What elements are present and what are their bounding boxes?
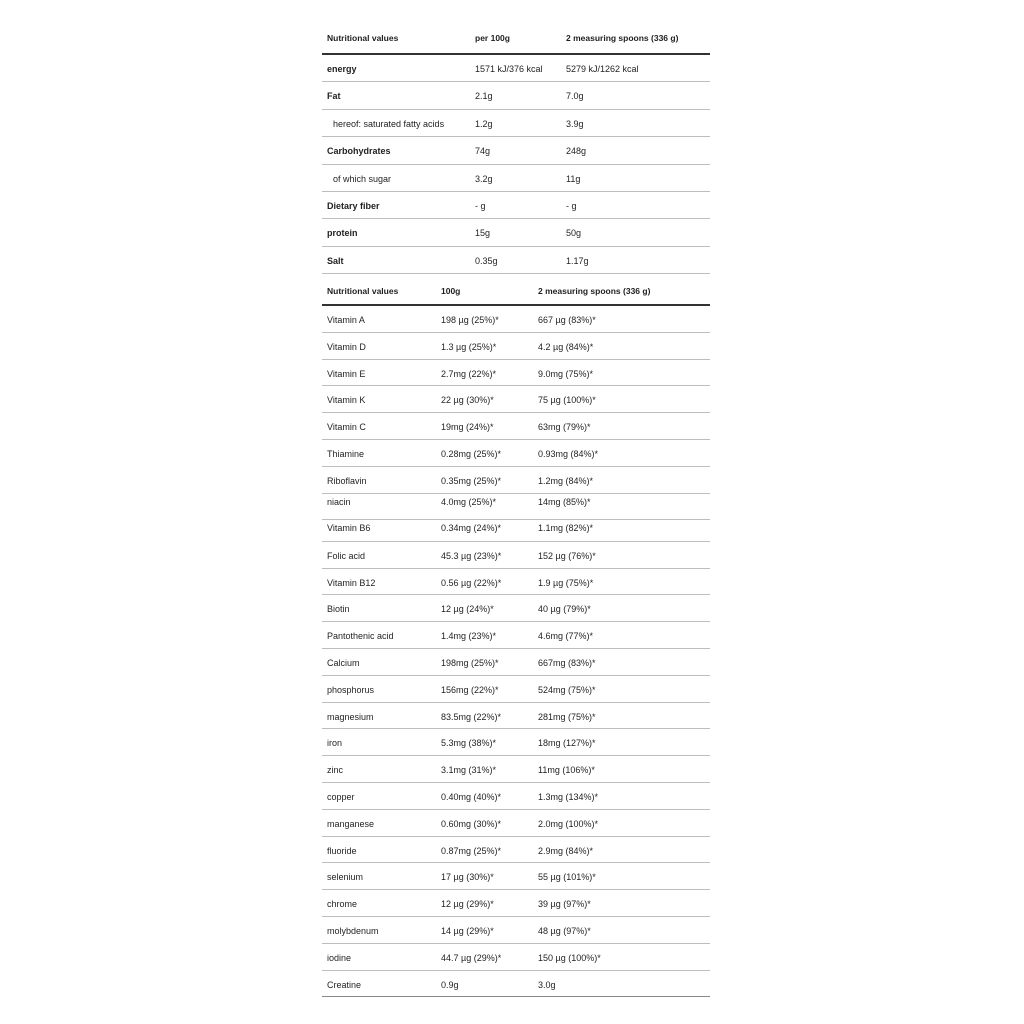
- header-per-100g: 100g: [441, 286, 461, 296]
- nutrient-name: Vitamin B6: [327, 523, 371, 534]
- nutrient-name: Dietary fiber: [327, 200, 380, 211]
- table-row: [322, 810, 710, 837]
- value-per-100g: 22 µg (30%)*: [441, 395, 494, 406]
- nutrient-name: selenium: [327, 872, 364, 883]
- table-row: [322, 917, 710, 944]
- value-per-serving: 9.0mg (75%)*: [538, 368, 594, 379]
- value-per-100g: 0.40mg (40%)*: [441, 792, 502, 803]
- table-row: [322, 192, 710, 219]
- nutrient-name: magnesium: [327, 711, 374, 722]
- value-per-serving: 1.2mg (84%)*: [538, 475, 594, 486]
- table-row: [322, 649, 710, 676]
- value-per-serving: 55 µg (101%)*: [538, 872, 596, 883]
- value-per-serving: 4.2 µg (84%)*: [538, 341, 594, 352]
- nutrient-name: copper: [327, 792, 355, 803]
- nutrient-name: Folic acid: [327, 550, 366, 561]
- value-per-100g: 15g: [475, 228, 491, 239]
- table-row: [322, 520, 710, 542]
- table-row: [322, 837, 710, 864]
- header-serving: 2 measuring spoons (336 g): [566, 33, 679, 43]
- table-row: [322, 890, 710, 917]
- table-header: [322, 26, 710, 55]
- value-per-serving: 150 µg (100%)*: [538, 952, 601, 963]
- value-per-100g: 1.4mg (23%)*: [441, 631, 497, 642]
- nutrient-name: energy: [327, 64, 357, 74]
- value-per-100g: 198mg (25%)*: [441, 658, 499, 669]
- table-row: [322, 110, 710, 137]
- value-per-serving: 248g: [566, 146, 587, 157]
- value-per-100g: 0.34mg (24%)*: [441, 523, 502, 534]
- value-per-serving: 50g: [566, 228, 582, 239]
- value-per-serving: 3.9g: [566, 118, 584, 129]
- value-per-serving: - g: [566, 200, 577, 211]
- value-per-100g: 12 µg (24%)*: [441, 604, 494, 615]
- nutrient-name: Riboflavin: [327, 475, 367, 486]
- nutrient-name: hereof: saturated fatty acids: [333, 118, 445, 129]
- value-per-100g: 0.35mg (25%)*: [441, 475, 502, 486]
- value-per-100g: 83.5mg (22%)*: [441, 711, 502, 722]
- nutrient-name: Vitamin B12: [327, 577, 376, 588]
- value-per-serving: 2.0mg (100%)*: [538, 818, 599, 829]
- nutrient-name: Vitamin A: [327, 315, 365, 325]
- table-row: [322, 729, 710, 756]
- value-per-serving: 48 µg (97%)*: [538, 926, 591, 937]
- value-per-serving: 18mg (127%)*: [538, 738, 596, 749]
- value-per-100g: 2.7mg (22%)*: [441, 368, 497, 379]
- table-row: [322, 863, 710, 890]
- value-per-serving: 11mg (106%)*: [538, 765, 595, 776]
- value-per-serving: 1.9 µg (75%)*: [538, 577, 594, 588]
- value-per-100g: 45.3 µg (23%)*: [441, 550, 502, 561]
- table-row: [322, 306, 710, 333]
- value-per-serving: 524mg (75%)*: [538, 684, 596, 695]
- value-per-100g: 14 µg (29%)*: [441, 926, 494, 937]
- value-per-serving: 4.6mg (77%)*: [538, 631, 594, 642]
- table-row: [322, 165, 710, 192]
- table-row: [322, 703, 710, 730]
- nutrient-name: Creatine: [327, 979, 362, 990]
- macronutrient-rows: [322, 55, 710, 274]
- table-row: [322, 622, 710, 649]
- nutrient-name: fluoride: [327, 845, 357, 856]
- header-serving: 2 measuring spoons (336 g): [538, 286, 651, 296]
- macronutrient-table: [322, 26, 710, 274]
- table-row: [322, 82, 710, 109]
- value-per-serving: 3.0g: [538, 979, 556, 990]
- table-row: [322, 756, 710, 783]
- table-row: [322, 676, 710, 703]
- value-per-100g: 3.2g: [475, 173, 493, 184]
- value-per-serving: 1.1mg (82%)*: [538, 523, 594, 534]
- value-per-100g: 5.3mg (38%)*: [441, 738, 497, 749]
- value-per-100g: 12 µg (29%)*: [441, 899, 494, 910]
- micronutrient-rows: [322, 306, 710, 997]
- table-row: [322, 247, 710, 274]
- table-row: [322, 944, 710, 971]
- value-per-100g: 0.60mg (30%)*: [441, 818, 502, 829]
- table-row: [322, 494, 710, 521]
- value-per-100g: 1.3 µg (25%)*: [441, 341, 497, 352]
- value-per-serving: 75 µg (100%)*: [538, 395, 596, 406]
- value-per-serving: 281mg (75%)*: [538, 711, 596, 722]
- value-per-100g: 156mg (22%)*: [441, 684, 499, 695]
- value-per-100g: 2.1g: [475, 91, 493, 102]
- nutrient-name: Biotin: [327, 604, 350, 615]
- value-per-serving: 11g: [566, 173, 581, 184]
- value-per-100g: 0.9g: [441, 979, 459, 990]
- table-row: [322, 55, 710, 82]
- nutrient-name: zinc: [327, 765, 344, 776]
- value-per-100g: 0.56 µg (22%)*: [441, 577, 502, 588]
- nutrient-name: Vitamin D: [327, 341, 366, 352]
- table-row: [322, 542, 710, 569]
- nutrient-name: iron: [327, 738, 343, 749]
- value-per-serving: 0.93mg (84%)*: [538, 448, 599, 459]
- value-per-100g: 198 µg (25%)*: [441, 315, 499, 325]
- value-per-100g: 4.0mg (25%)*: [441, 496, 497, 507]
- value-per-100g: 0.28mg (25%)*: [441, 448, 502, 459]
- table-header: [322, 280, 710, 306]
- value-per-serving: 5279 kJ/1262 kcal: [566, 64, 639, 74]
- nutrient-name: molybdenum: [327, 926, 379, 937]
- nutrient-name: Thiamine: [327, 448, 365, 459]
- value-per-100g: 0.35g: [475, 255, 498, 266]
- value-per-serving: 7.0g: [566, 91, 584, 102]
- table-row: [322, 413, 710, 440]
- nutrient-name: Salt: [327, 255, 344, 266]
- value-per-serving: 152 µg (76%)*: [538, 550, 596, 561]
- table-row: [322, 219, 710, 246]
- table-row: [322, 440, 710, 467]
- table-row: [322, 595, 710, 622]
- nutrient-name: manganese: [327, 818, 375, 829]
- table-row: [322, 783, 710, 810]
- nutrient-name: of which sugar: [333, 173, 392, 184]
- value-per-100g: 3.1mg (31%)*: [441, 765, 497, 776]
- micronutrient-table: [322, 280, 710, 997]
- value-per-100g: 1.2g: [475, 118, 493, 129]
- nutrient-name: iodine: [327, 952, 352, 963]
- value-per-100g: 17 µg (30%)*: [441, 872, 494, 883]
- value-per-serving: 667mg (83%)*: [538, 658, 596, 669]
- value-per-serving: 63mg (79%)*: [538, 422, 591, 433]
- value-per-serving: 39 µg (97%)*: [538, 899, 591, 910]
- value-per-100g: 74g: [475, 146, 491, 157]
- table-row: [322, 569, 710, 596]
- nutrient-name: Vitamin K: [327, 395, 366, 406]
- nutrient-name: protein: [327, 228, 358, 239]
- value-per-serving: 667 µg (83%)*: [538, 315, 596, 325]
- nutrient-name: Pantothenic acid: [327, 631, 394, 642]
- value-per-serving: 1.3mg (134%)*: [538, 792, 599, 803]
- nutrient-name: Fat: [327, 91, 341, 102]
- value-per-serving: 2.9mg (84%)*: [538, 845, 594, 856]
- table-row: [322, 467, 710, 494]
- nutrient-name: phosphorus: [327, 684, 375, 695]
- value-per-100g: 19mg (24%)*: [441, 422, 494, 433]
- table-row: [322, 137, 710, 164]
- header-nutrient: Nutritional values: [327, 33, 399, 43]
- value-per-100g: - g: [475, 200, 486, 211]
- nutrient-name: Calcium: [327, 658, 360, 669]
- nutrient-name: chrome: [327, 899, 358, 910]
- header-per-100g: per 100g: [475, 33, 510, 43]
- nutrient-name: Vitamin E: [327, 368, 366, 379]
- table-row: [322, 333, 710, 360]
- value-per-100g: 0.87mg (25%)*: [441, 845, 502, 856]
- value-per-serving: 40 µg (79%)*: [538, 604, 591, 615]
- table-row: [322, 386, 710, 413]
- table-row: [322, 360, 710, 387]
- nutrient-name: niacin: [327, 496, 351, 507]
- nutrient-name: Vitamin C: [327, 422, 366, 433]
- value-per-100g: 44.7 µg (29%)*: [441, 952, 502, 963]
- table-row: [322, 971, 710, 998]
- header-nutrient: Nutritional values: [327, 286, 399, 296]
- value-per-serving: 1.17g: [566, 255, 589, 266]
- value-per-serving: 14mg (85%)*: [538, 496, 591, 507]
- nutrient-name: Carbohydrates: [327, 146, 391, 157]
- value-per-100g: 1571 kJ/376 kcal: [475, 64, 543, 74]
